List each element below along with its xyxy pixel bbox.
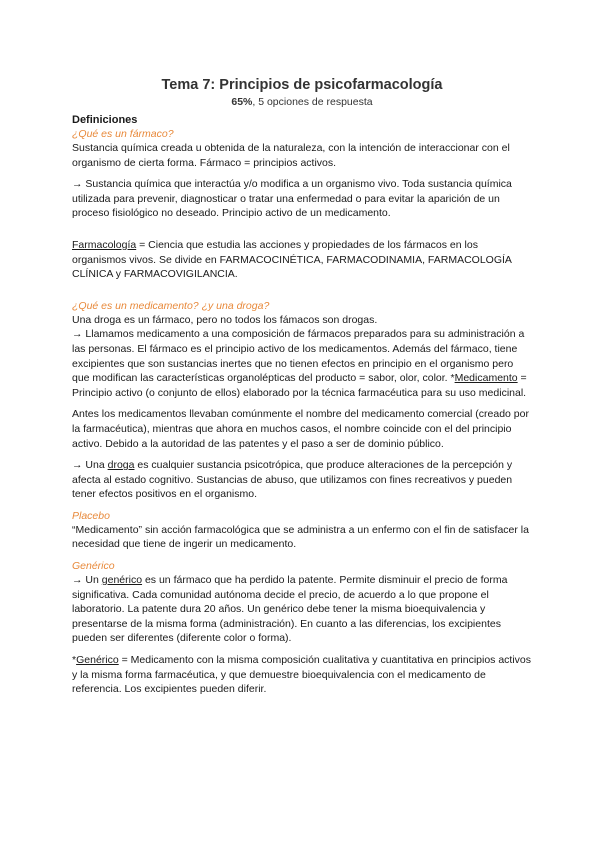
term-droga: droga: [107, 459, 135, 472]
question-farmaco: ¿Qué es un fármaco?: [72, 128, 174, 140]
subtitle-text: , 5 opciones de respuesta: [252, 96, 373, 108]
term-generico-def: Genérico: [76, 654, 119, 667]
paragraph-droga: → Una droga es cualquier sustancia psicotrópica, que produce alteraciones de la percepción y afecta al estado cognitivo. Sustancias de abuso, que utilizamos con fines recreativos y pueden tener efectos positivos en el organismo.: [72, 459, 513, 501]
paragraph-droga-farmaco: Una droga es un fármaco, pero no todos los fámacos son drogas.: [72, 313, 378, 326]
paragraph-medicamento: → Llamamos medicamento a una composición de fármacos preparados para su administración a las personas. El fármaco es el principio activo de los medicamentos. Además del fármaco, tiene excipientes que son sustancias inertes que no tienen efectos en principio en el organismo pero que modifican las características organolépticas del producto = sabor, olor, color. *Medicamento = Principio activo (o conjunto de ellos) elaborado por la técnica farmacéutica para su uso medicinal.: [72, 328, 527, 399]
section-heading: Definiciones: [72, 114, 138, 126]
document-page: [72, 76, 532, 697]
paragraph-farmacologia: Farmacología = Ciencia que estudia las acciones y propiedades de los fármacos en los organismos vivos. Se divide en FARMACOCINÉTICA, FARMACODINAMIA, FARMACOLOGÍA CLÍNICA y FARMACOVIGILANCIA.: [72, 238, 512, 281]
term-medicamento: Medicamento: [454, 372, 518, 385]
term-generico: genérico: [101, 574, 143, 587]
subtitle-percentage: 65%: [231, 96, 253, 108]
page-title: Tema 7: Principios de psicofarmacología: [161, 77, 443, 93]
heading-generico: Genérico: [72, 560, 115, 573]
paragraph-generico: → Un genérico es un fármaco que ha perdido la patente. Permite disminuir el precio de forma significativa. Cada comunidad autónoma decide el precio, de acuerdo a lo que propone el laboratorio. La patente dura 20 años. Un genérico debe tener la misma bioequivalencia y presentarse de la misma forma (administración). En cuanto a las diferencias, los excipientes pueden ser diferentes (diferente color o forma).: [72, 574, 508, 645]
paragraph-farmaco-def-2: → Sustancia química que interactúa y/o modifica a un organismo vivo. Toda sustancia química utilizada para prevenir, diagnosticar o tratar una enfermedad o para evitar la aparición de un proceso fisiológico no deseado. Principio activo de un medicamento.: [72, 178, 512, 220]
term-farmacologia: Farmacología: [72, 238, 137, 251]
paragraph-farmaco-def: Sustancia química creada u obtenida de la naturaleza, con la intención de interaccionar con el organismo de cierta forma. Fármaco = principios activos.: [72, 142, 510, 169]
question-medicamento-droga: ¿Qué es un medicamento? ¿y una droga?: [72, 299, 270, 312]
page-subtitle: [72, 95, 532, 109]
heading-placebo: Placebo: [72, 509, 110, 522]
paragraph-nombres-medicamentos: Antes los medicamentos llevaban comúnmente el nombre del medicamento comercial (creado por la farmacéutica), mientras que ahora en muchos casos, el nombre coincide con el del principio activo. Debido a la autoridad de las patentes y el paso a ser de dominio público.: [72, 408, 529, 450]
paragraph-generico-def: *Genérico = Medicamento con la misma composición cualitativa y cuantitativa en principios activos y la misma forma farmacéutica, y que demuestre bioequivalencia con el medicamento de referencia. Los excipientes pueden diferir.: [72, 654, 532, 696]
paragraph-placebo: “Medicamento” sin acción farmacológica que se administra a un enfermo con el fin de satisfacer la necesidad que tiene de ingerir un medicamento.: [72, 523, 529, 551]
